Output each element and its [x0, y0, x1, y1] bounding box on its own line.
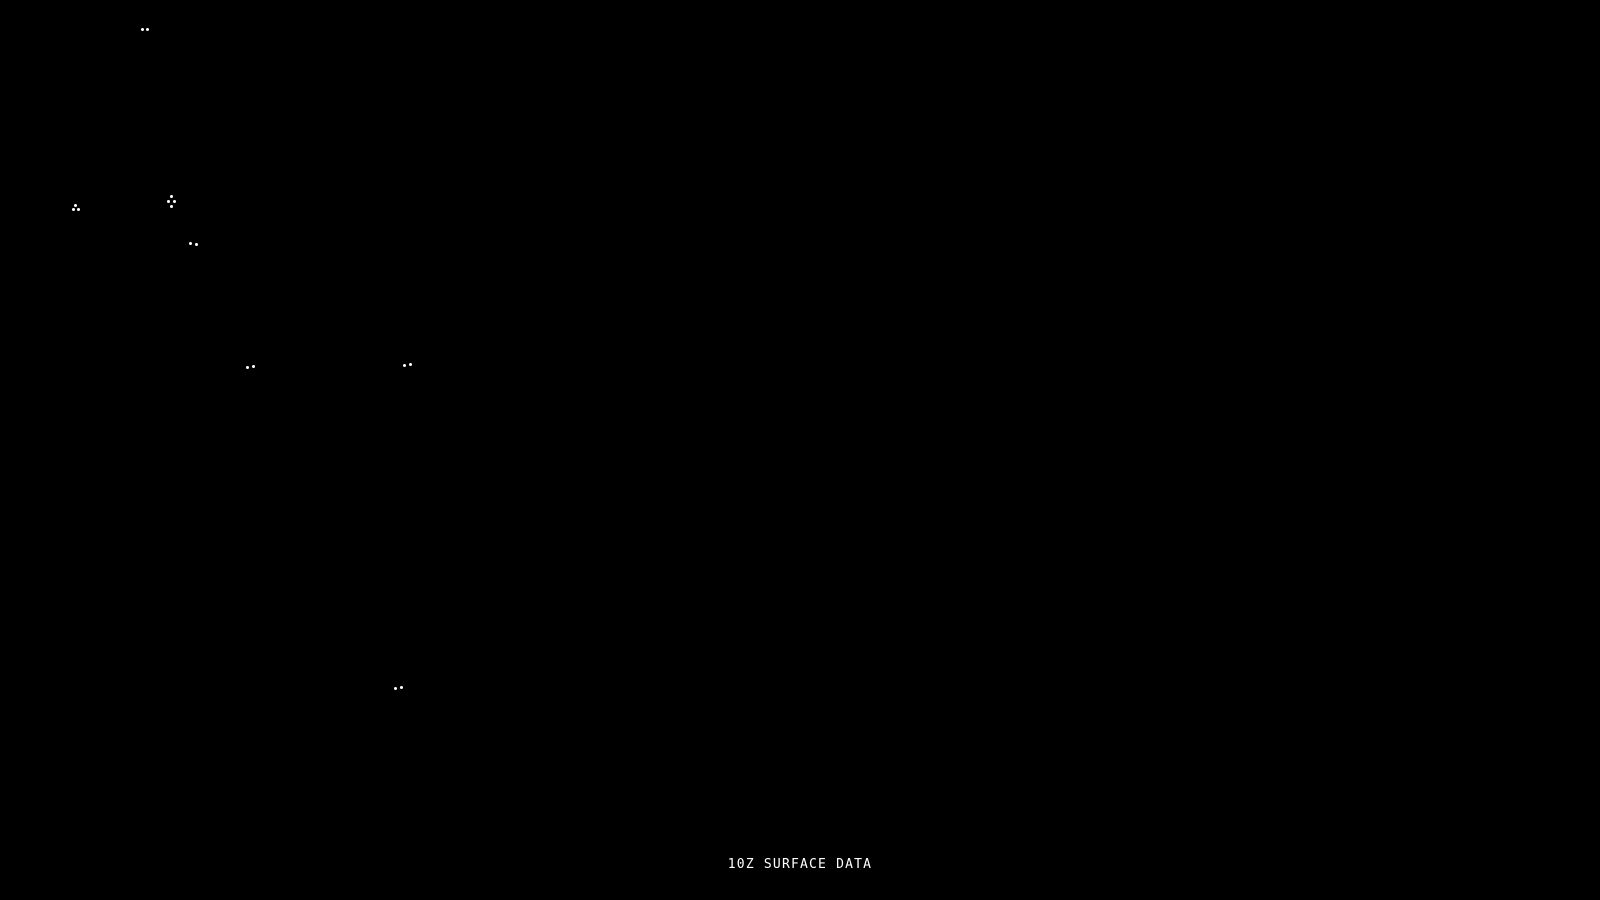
station-marker-dot	[77, 208, 80, 211]
station-marker-dot	[72, 208, 75, 211]
station-marker-dot	[173, 200, 176, 203]
map-caption: 10Z SURFACE DATA	[727, 857, 873, 872]
station-marker-dot	[74, 204, 77, 207]
station-marker-dot	[189, 242, 192, 245]
station-marker-dot	[403, 364, 406, 367]
station-marker-dot	[394, 687, 397, 690]
station-marker-dot	[146, 28, 149, 31]
station-marker-dot	[141, 28, 144, 31]
station-marker-dot	[409, 363, 412, 366]
station-marker-dot	[170, 205, 173, 208]
station-marker-dot	[170, 195, 173, 198]
station-marker-dot	[400, 686, 403, 689]
station-marker-dot	[167, 200, 170, 203]
station-marker-dot	[195, 243, 198, 246]
station-marker-dot	[252, 365, 255, 368]
station-marker-dot	[246, 366, 249, 369]
